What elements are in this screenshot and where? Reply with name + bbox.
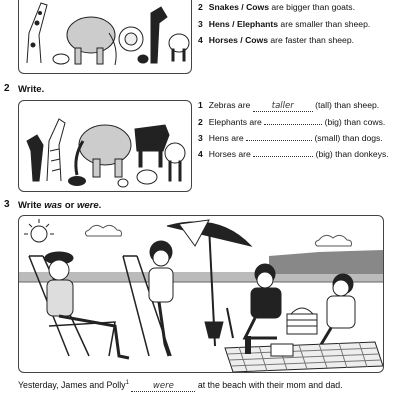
answer-field-2[interactable] xyxy=(264,124,322,125)
dog-icon xyxy=(68,176,86,186)
giraffe-icon xyxy=(27,3,47,63)
ex1-item-2: 2 Snakes / Cows are bigger than goats. xyxy=(198,2,355,12)
ex2-item-2: 2 Elephants are (big) than cows. xyxy=(198,117,386,127)
sheep-icon xyxy=(137,170,157,184)
zebra-icon xyxy=(47,119,65,181)
section-title-was-were: Write was or were. xyxy=(18,200,102,211)
beach-picture-panel xyxy=(18,215,384,373)
animals-illustration-2 xyxy=(19,101,191,191)
horse-icon xyxy=(27,135,43,181)
lion-icon xyxy=(119,27,143,51)
animals-illustration-1 xyxy=(19,0,191,73)
ex1-item-3: 3 Hens / Elephants are smaller than sheep. xyxy=(198,19,371,29)
man-figure xyxy=(45,252,129,358)
girl-figure xyxy=(319,274,365,348)
answer-field-1[interactable]: taller xyxy=(253,101,313,112)
ex1-item-4: 4 Horses / Cows are faster than sheep. xyxy=(198,35,355,45)
elephant-icon xyxy=(76,125,131,177)
hen-icon xyxy=(138,55,148,63)
bottle-icon xyxy=(245,336,251,354)
option-a[interactable]: Horses xyxy=(208,35,238,45)
picnic-basket-icon xyxy=(287,308,317,334)
sheep-icon xyxy=(53,54,69,64)
horse-icon xyxy=(151,7,167,63)
ex1-picture-panel xyxy=(18,0,192,74)
ex3-sentence-1: Yesterday, James and Polly$^1$ were at the beach with their mom and dad. xyxy=(18,380,343,391)
cloud-icon xyxy=(85,225,121,236)
ex2-item-4: 4 Horses are (big) than donkeys. xyxy=(198,149,389,159)
hen-icon xyxy=(118,179,128,187)
ex2-item-1: 1 Zebras are taller (tall) than sheep. xyxy=(198,100,380,111)
section-number-2: 2 xyxy=(4,83,10,94)
option-b[interactable]: Cows xyxy=(246,2,269,12)
option-b[interactable]: Elephants xyxy=(236,19,279,29)
lunch-box-icon xyxy=(271,344,293,356)
sun-icon xyxy=(24,219,54,242)
cow-icon xyxy=(135,125,169,167)
spade-icon xyxy=(227,308,233,338)
option-a[interactable]: Hens xyxy=(208,19,230,29)
section-number-3: 3 xyxy=(4,199,10,210)
woman-figure xyxy=(149,241,173,356)
elephant-icon xyxy=(67,17,116,65)
bucket-icon xyxy=(205,322,223,338)
answer-field-4[interactable] xyxy=(253,156,313,157)
ex2-picture-panel xyxy=(18,100,192,192)
cliffs xyxy=(269,250,383,274)
answer-field-3[interactable] xyxy=(246,140,312,141)
option-a[interactable]: Snakes xyxy=(208,2,239,12)
section-title-write: Write. xyxy=(18,84,45,95)
ex2-item-3: 3 Hens are (small) than dogs. xyxy=(198,133,383,143)
cloud-icon xyxy=(315,235,351,246)
option-b[interactable]: Cows xyxy=(245,35,269,45)
goat-icon xyxy=(165,143,185,181)
answer-field-was-were-1[interactable]: were xyxy=(131,381,195,392)
beach-illustration xyxy=(19,216,383,372)
goat-icon xyxy=(169,34,189,61)
